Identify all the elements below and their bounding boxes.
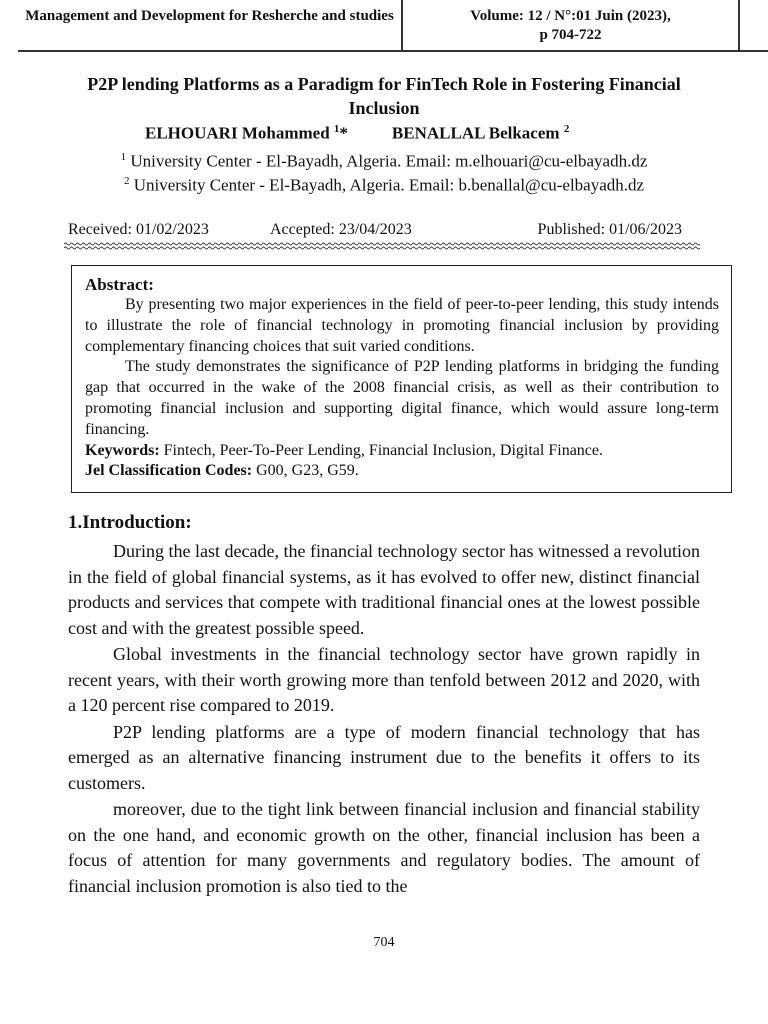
pages-line: p 704-722 [539,27,602,43]
wavy-divider [64,242,700,250]
abstract-box [71,265,732,493]
author-list [145,123,569,144]
section-heading-introduction: 1.Introduction: [68,512,192,533]
intro-paragraph: During the last decade, the financial technology sector has witnessed a revolution in the field of global financial systems, as it has evolved to offer new, distinct financial products and services that compete with traditional financial ones at the lowest possible cost and with the greatest possible speed. [68,541,700,638]
author-1: ELHOUARI Mohammed $^1$* [145,123,348,143]
published-date: Published: 01/06/2023 [537,221,682,238]
page-number: 704 [373,935,395,950]
affiliation-1: $^1$ University Center - El-Bayadh, Algeria. Email: m.elhouari@cu-elbayadh.dz [120,151,648,171]
jel-label: Jel Classification Codes: [85,462,253,480]
journal-header [18,0,768,52]
jel-codes [85,461,719,482]
intro-paragraph: P2P lending platforms are a type of modern financial technology that has emerged as an alternative financing instrument due to the benefits it offers to its customers. [68,721,700,793]
intro-paragraph: moreover, due to the tight link between financial inclusion and financial stability on the one hand, and economic growth on the other, financial inclusion has been a focus of attention for many governments and regulatory bodies. The amount of financial inclusion promotion is also tied to the [68,799,700,896]
abstract-heading: Abstract: [85,275,154,294]
intro-paragraph: Global investments in the financial technology sector have grown rapidly in recent years, with their worth growing more than tenfold between 2012 and 2020, with a 120 percent rise compared to 2019. [68,644,700,715]
affiliation-2: $^2$ University Center - El-Bayadh, Algeria. Email: b.benallal@cu-elbayadh.dz [123,175,645,195]
keywords-label: Keywords: [85,441,160,459]
jel-list: G00, G23, G59. [252,462,359,480]
abstract-paragraph-1: By presenting two major experiences in the field of peer-to-peer lending, this study intends to illustrate the role of financial technology in promoting financial inclusion by providing complementary financing choices that suit varied conditions. [85,296,719,355]
volume-line: Volume: 12 / N°:01 Juin (2023), [470,8,671,24]
received-date: Received: 01/02/2023 [68,221,209,238]
abstract-paragraph-2: The study demonstrates the significance of P2P lending platforms in bridging the funding gap that occurred in the wake of the 2008 financial crisis, as well as their contribution to promoting financial inclusion and supporting digital finance, which would assure long-term financing. [85,358,719,438]
introduction-body [68,539,700,899]
keywords-list: Fintech, Peer-To-Peer Lending, Financial Inclusion, Digital Finance. [159,441,603,459]
paper-title: P2P lending Platforms as a Paradigm for FinTech Role in Fostering Financial Inclusion [87,74,681,118]
volume-info [403,0,740,50]
accepted-date: Accepted: 23/04/2023 [270,221,412,238]
author-2: BENALLAL Belkacem $^2$ [391,123,570,143]
keywords [85,441,719,462]
journal-name: Management and Development for Resherche and studies [18,0,403,50]
